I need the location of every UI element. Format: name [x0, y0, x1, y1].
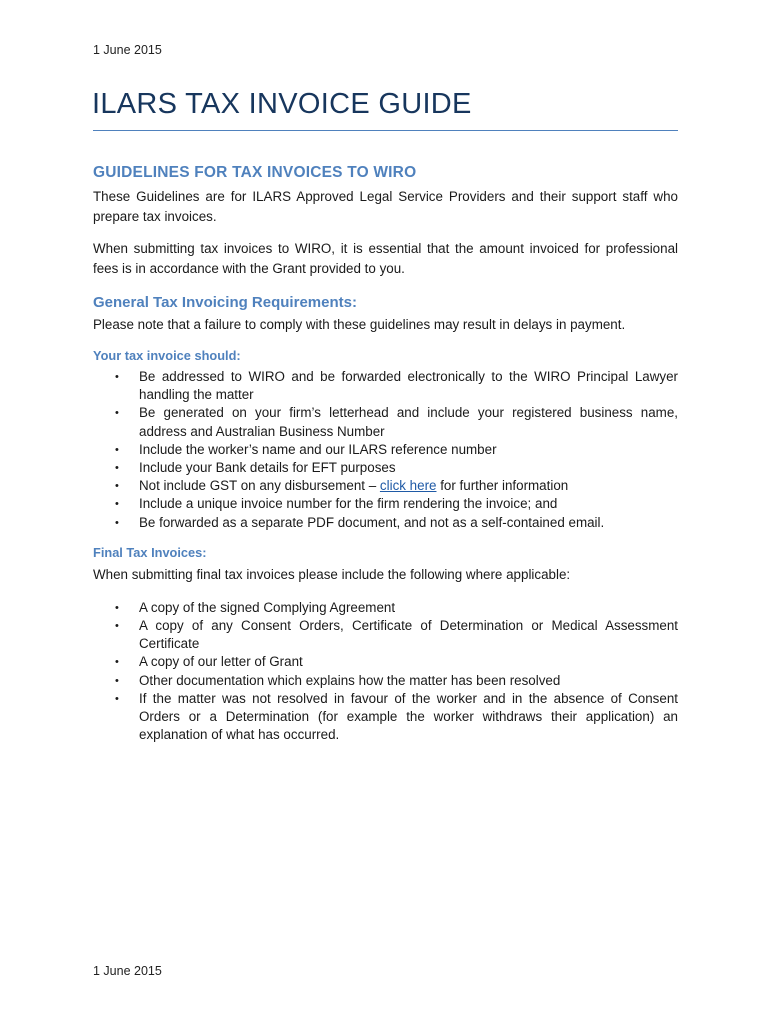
- bullet-icon: •: [115, 601, 119, 614]
- gst-info-link[interactable]: click here: [379, 478, 437, 494]
- list-item: • Include your Bank details for EFT purposes: [139, 459, 678, 477]
- tax-invoice-heading: Your tax invoice should:: [93, 348, 241, 363]
- bullet-icon: •: [115, 462, 119, 475]
- requirements-heading: General Tax Invoicing Requirements:: [93, 294, 357, 311]
- guidelines-paragraph-2: When submitting tax invoices to WIRO, it is essential that the amount invoiced for professional fees is in accordance with the Grant provided to you.: [93, 241, 678, 276]
- requirements-intro: Please note that a failure to comply with these guidelines may result in delays in payment.: [93, 317, 626, 332]
- tax-invoice-list: [93, 368, 678, 532]
- final-invoices-intro: When submitting final tax invoices please include the following where applicable:: [93, 566, 571, 582]
- list-item: • Include the worker’s name and our ILARS reference number: [139, 441, 678, 459]
- bullet-icon: •: [115, 656, 119, 669]
- bullet-icon: •: [115, 620, 119, 633]
- header-date: 1 June 2015: [93, 43, 162, 57]
- list-item: • If the matter was not resolved in favour of the worker and in the absence of Consent Orders or a Determination (for example the worker withdraws their application) an explanation of what has occurred.: [115, 690, 678, 743]
- bullet-icon: •: [115, 443, 119, 456]
- list-item: • Include a unique invoice number for the firm rendering the invoice; and: [139, 495, 678, 513]
- guidelines-paragraph-1: These Guidelines are for ILARS Approved Legal Service Providers and their support staff who prepare tax invoices.: [93, 189, 678, 224]
- list-item: • A copy of any Consent Orders, Certificate of Determination or Medical Assessment Certificate: [115, 618, 678, 652]
- bullet-icon: •: [115, 516, 119, 529]
- final-invoices-heading: Final Tax Invoices:: [93, 544, 207, 560]
- list-item: • Be forwarded as a separate PDF document, and not as a self-contained email.: [139, 514, 678, 532]
- list-item: • Be generated on your firm’s letterhead and include your registered business name, address and Australian Business Number: [115, 405, 678, 439]
- list-item: • Be addressed to WIRO and be forwarded electronically to the WIRO Principal Lawyer handling the matter: [115, 369, 678, 403]
- title-divider: [93, 130, 678, 131]
- bullet-icon: •: [115, 480, 119, 493]
- list-item: • A copy of the signed Complying Agreement: [139, 599, 678, 617]
- bullet-icon: •: [115, 674, 119, 687]
- list-item-gst: • Not include GST on any disbursement – click here for further information: [139, 477, 678, 495]
- list-item: • Other documentation which explains how the matter has been resolved: [139, 672, 678, 690]
- document-title: ILARS TAX INVOICE GUIDE: [92, 88, 472, 120]
- document-body: [93, 163, 678, 744]
- bullet-icon: •: [115, 692, 119, 705]
- list-item: • A copy of our letter of Grant: [139, 653, 678, 671]
- bullet-icon: •: [115, 407, 119, 420]
- bullet-icon: •: [115, 371, 119, 383]
- bullet-icon: •: [115, 498, 119, 511]
- final-invoices-list: [93, 599, 678, 745]
- guidelines-heading: GUIDELINES FOR TAX INVOICES TO WIRO: [93, 164, 417, 181]
- footer-date: 1 June 2015: [93, 964, 162, 978]
